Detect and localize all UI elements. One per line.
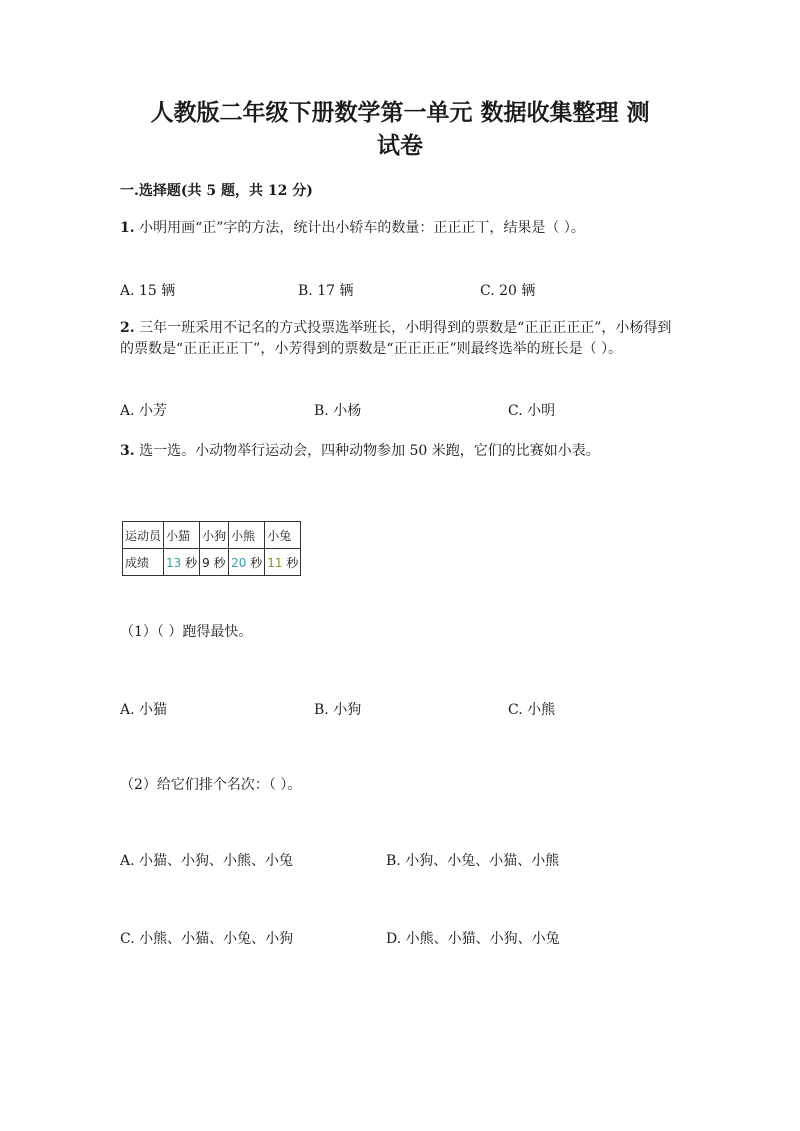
cell-value: 9 xyxy=(202,555,210,570)
table-cell xyxy=(229,549,265,576)
question-1-text: 小明用画“正”字的方法，统计出小轿车的数量：正正正丅，结果是（ ）。 xyxy=(139,220,585,236)
question-3 xyxy=(120,441,680,462)
table-header-cell: 小猫 xyxy=(164,522,200,549)
cell-value: 20 xyxy=(231,555,247,570)
sub2-option-b[interactable]: B. 小狗、小兔、小猫、小熊 xyxy=(386,853,560,869)
question-2 xyxy=(120,318,680,360)
table-header-cell: 小狗 xyxy=(200,522,229,549)
cell-unit: 秒 xyxy=(185,555,198,570)
cell-unit: 秒 xyxy=(250,555,263,570)
sub2-option-a[interactable]: A. 小猫、小狗、小熊、小兔 xyxy=(120,853,294,869)
question-3-number: 3. xyxy=(120,443,135,459)
title-line-2: 试卷 xyxy=(377,132,423,159)
table-cell xyxy=(265,549,301,576)
question-1 xyxy=(120,218,680,239)
q1-option-c[interactable]: C. 20 辆 xyxy=(480,283,536,299)
q2-option-c[interactable]: C. 小明 xyxy=(508,403,556,419)
cell-value: 13 xyxy=(166,555,182,570)
question-3-text: 选一选。小动物举行运动会，四种动物参加 50 米跑，它们的比赛如小表。 xyxy=(139,443,600,459)
sub-question-2: （2）给它们排个名次：（ ）。 xyxy=(120,777,302,793)
race-results-table xyxy=(122,521,301,576)
sub1-option-c[interactable]: C. 小熊 xyxy=(508,702,556,718)
q1-option-a[interactable]: A. 15 辆 xyxy=(120,283,176,299)
sub1-option-a[interactable]: A. 小猫 xyxy=(120,702,168,718)
sub2-option-c[interactable]: C. 小熊、小猫、小兔、小狗 xyxy=(120,931,294,947)
section-heading: 一.选择题(共 5 题，共 12 分) xyxy=(120,183,313,199)
table-header-cell: 运动员 xyxy=(123,522,164,549)
sub2-option-d[interactable]: D. 小熊、小猫、小狗、小兔 xyxy=(386,931,560,947)
q2-option-b[interactable]: B. 小杨 xyxy=(314,403,362,419)
cell-value: 11 xyxy=(267,555,283,570)
table-header-row xyxy=(123,522,301,549)
question-2-text: 三年一班采用不记名的方式投票选举班长，小明得到的票数是“正正正正正”，小杨得到的票数是“正正正正丅”，小芳得到的票数是“正正正正”则最终选举的班长是（ ）。 xyxy=(120,320,672,357)
table-header-cell: 小熊 xyxy=(229,522,265,549)
cell-unit: 秒 xyxy=(213,555,226,570)
q2-option-a[interactable]: A. 小芳 xyxy=(120,403,168,419)
table-row xyxy=(123,549,301,576)
title-line-1: 人教版二年级下册数学第一单元 数据收集整理 测 xyxy=(150,99,650,126)
cell-unit: 秒 xyxy=(286,555,299,570)
sub-question-1: （1）（ ）跑得最快。 xyxy=(120,624,253,640)
table-header-cell: 小兔 xyxy=(265,522,301,549)
table-cell xyxy=(164,549,200,576)
page-title xyxy=(120,96,680,162)
table-cell xyxy=(200,549,229,576)
question-1-number: 1. xyxy=(120,220,135,236)
table-row-label: 成绩 xyxy=(123,549,164,576)
sub1-option-b[interactable]: B. 小狗 xyxy=(314,702,362,718)
question-2-number: 2. xyxy=(120,320,135,336)
q1-option-b[interactable]: B. 17 辆 xyxy=(298,283,354,299)
